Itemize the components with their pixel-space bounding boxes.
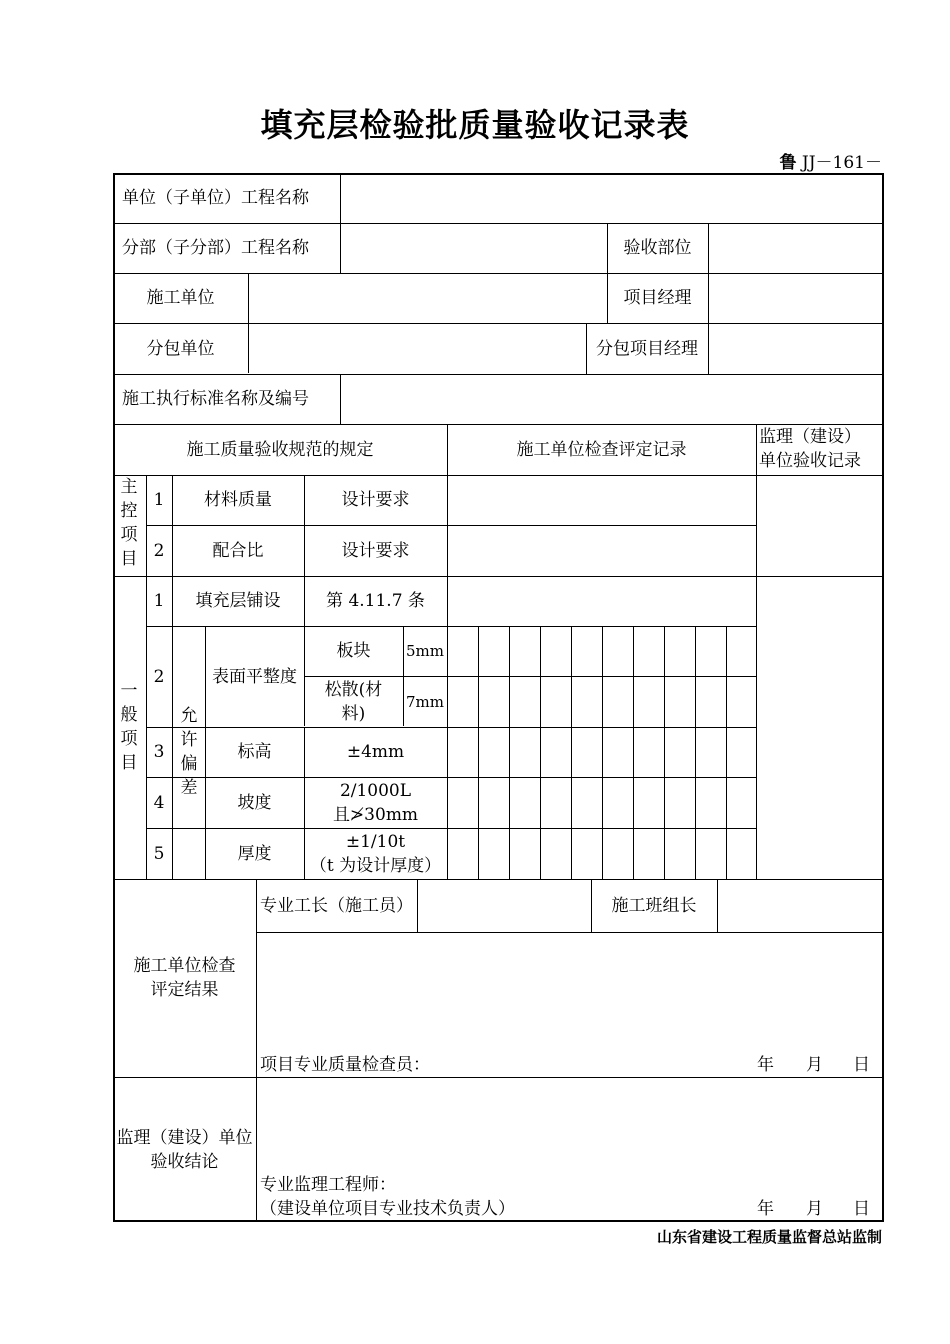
date-day: 日 (853, 1199, 870, 1219)
sub-project-label: 分部（子分部）工程名称 (122, 238, 309, 258)
rule (417, 879, 418, 932)
sub-item-name-line: 松散(材 (324, 679, 383, 700)
rule (756, 424, 757, 879)
form-title: 填充层检验批质量验收记录表 (260, 106, 690, 144)
engineer-note: （建设单位项目专业技术负责人） (260, 1199, 515, 1219)
tolerance-label (177, 704, 201, 800)
inspection-table (113, 173, 884, 1222)
grid-line (571, 626, 572, 879)
label-char: 偏 (180, 754, 198, 774)
grid-line (540, 626, 541, 879)
item-number: 3 (153, 742, 165, 762)
requirement-line: 2/1000L (339, 780, 412, 801)
rule (447, 424, 448, 879)
date-month: 月 (806, 1055, 823, 1075)
foreman-label: 专业工长（施工员） (260, 895, 413, 916)
label-char: 般 (120, 705, 138, 725)
requirement-line: （t 为设计厚度） (309, 855, 442, 876)
label-char: 许 (180, 730, 198, 750)
item-name: 材料质量 (204, 490, 272, 510)
date-month: 月 (806, 1199, 823, 1219)
label-char: 项 (120, 525, 138, 545)
form-code-number: JJ－161－ (801, 153, 882, 173)
main-items-label (117, 475, 141, 571)
date-year: 年 (757, 1055, 774, 1075)
sub-item-value: 7mm (406, 692, 444, 711)
label-line: 施工单位检查 (133, 956, 236, 976)
unit-project-label: 单位（子单位）工程名称 (122, 188, 309, 208)
label-char: 一 (120, 681, 138, 701)
date-year: 年 (757, 1199, 774, 1219)
label-line: 验收结论 (150, 1151, 219, 1172)
sub-item-name (304, 676, 403, 727)
general-items-label (117, 679, 141, 775)
label-char: 差 (180, 778, 198, 798)
engineer-label: 专业监理工程师： (260, 1175, 396, 1195)
rule (708, 323, 709, 374)
inspector-label: 项目专业质量检查员： (260, 1055, 430, 1075)
item-number: 4 (153, 792, 165, 813)
rule (708, 223, 709, 323)
rule (113, 374, 884, 375)
label-char: 允 (180, 706, 198, 726)
project-manager-label: 项目经理 (623, 288, 692, 308)
contractor-record-header: 施工单位检查评定记录 (516, 439, 687, 460)
item-requirement: ±4mm (346, 742, 405, 762)
date-day: 日 (853, 1055, 870, 1075)
rule (256, 932, 884, 933)
item-name: 坡度 (237, 792, 272, 813)
contractor-result-label (113, 879, 256, 1077)
grid-line (602, 626, 603, 879)
sub-item-value: 5mm (406, 642, 444, 660)
grid-line (633, 626, 634, 879)
subcontract-unit-label: 分包单位 (146, 338, 215, 359)
form-code-prefix: 鲁 (779, 153, 797, 173)
grid-line (726, 626, 727, 879)
form-code (780, 148, 882, 173)
grid-line (664, 626, 665, 879)
item-name: 表面平整度 (212, 666, 297, 687)
label-line: 监理（建设）单位 (116, 1127, 253, 1148)
construction-unit-label: 施工单位 (146, 288, 215, 308)
item-name: 配合比 (212, 540, 264, 561)
requirement-line: 且≯30mm (332, 804, 419, 825)
team-leader-label: 施工班组长 (611, 895, 697, 916)
grid-line (695, 626, 696, 879)
label-line: 评定结果 (150, 980, 219, 1000)
item-requirement (304, 777, 447, 828)
label-char: 主 (120, 477, 138, 497)
label-char: 目 (120, 753, 138, 773)
item-number: 1 (153, 591, 165, 611)
item-name: 填充层铺设 (195, 591, 281, 611)
label-char: 控 (120, 501, 138, 521)
item-requirement (304, 828, 447, 879)
item-requirement: 设计要求 (341, 540, 410, 561)
rule (248, 273, 249, 373)
acceptance-part-label: 验收部位 (623, 238, 692, 258)
label-char: 项 (120, 729, 138, 749)
sub-item-name: 板块 (336, 641, 371, 661)
item-number: 2 (153, 540, 165, 561)
grid-line (509, 626, 510, 879)
rule (113, 223, 884, 224)
rule (340, 173, 341, 223)
standard-label: 施工执行标准名称及编号 (122, 389, 309, 409)
item-number: 2 (153, 666, 165, 687)
label-char: 目 (120, 549, 138, 569)
rule (340, 223, 341, 273)
item-number: 5 (153, 843, 165, 864)
item-number: 1 (153, 490, 165, 510)
item-requirement: 设计要求 (341, 490, 410, 510)
grid-line (478, 626, 479, 879)
supervision-header-line2: 单位验收记录 (759, 451, 861, 471)
spec-header: 施工质量验收规范的规定 (186, 439, 374, 460)
item-name: 标高 (237, 742, 272, 762)
subcontract-manager-label: 分包项目经理 (596, 338, 698, 359)
supervision-conclusion-label (113, 1077, 256, 1222)
item-name: 厚度 (237, 843, 272, 864)
footer-issuer: 山东省建设工程质量监督总站监制 (656, 1228, 882, 1246)
sub-item-name-line: 料) (341, 703, 366, 724)
rule (340, 374, 341, 424)
rule (717, 879, 718, 932)
item-requirement: 第 4.11.7 条 (326, 591, 425, 611)
requirement-line: ±1/10t (345, 831, 406, 852)
supervision-header-line1: 监理（建设） (759, 427, 861, 447)
